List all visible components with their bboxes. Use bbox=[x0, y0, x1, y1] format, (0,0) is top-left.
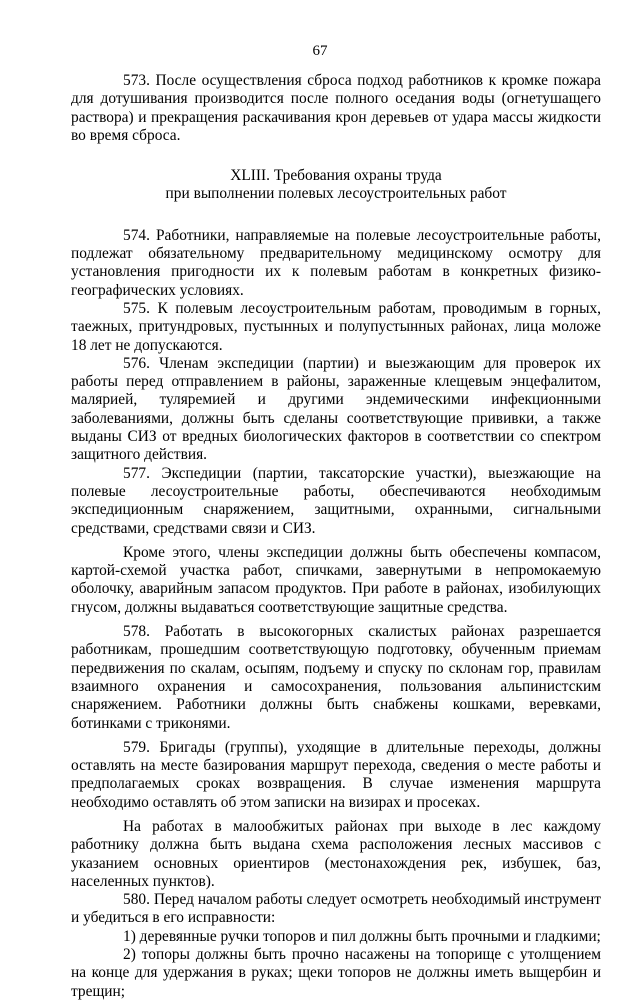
paragraph-579-continued: На работах в малообжитых районах при выходе в лес каждому работнику должна быть выдана схема расположения лесных массивов с указанием основных ориентиров (местонахождения рек, избушек, баз, населенных пунктов). bbox=[71, 817, 601, 890]
document-body bbox=[71, 72, 601, 1001]
section-title-line-1: XLIII. Требования охраны труда bbox=[230, 167, 442, 185]
paragraph-577-continued: Кроме этого, члены экспедиции должны быть обеспечены компасом, картой-схемой участка работ, спичками, завернутыми в непромокаемую оболочку, аварийным запасом продуктов. При работе в районах, изобилующих гнусом, должны выдаваться соответствующие защитные средства. bbox=[71, 543, 601, 616]
paragraph-580: 580. Перед началом работы следует осмотреть необходимый инструмент и убедиться в его исправности: bbox=[71, 891, 601, 927]
page-number: 67 bbox=[312, 43, 328, 59]
paragraph-573: 573. После осуществления сброса подход работников к кромке пожара для дотушивания производится после полного оседания воды (огнетушащего раствора) и прекращения раскачивания крон деревьев от удара массы жидкости во время сброса. bbox=[71, 72, 601, 144]
section-title-line-2: при выполнении полевых лесоустроительных работ bbox=[165, 185, 507, 203]
paragraph-574: 574. Работники, направляемые на полевые лесоустроительные работы, подлежат обязательному предварительному медицинскому осмотру для установления пригодности их к полевым работам в конкретных физико-географических условиях. bbox=[71, 226, 601, 299]
paragraph-578: 578. Работать в высокогорных скалистых районах разрешается работникам, прошедшим соответствующую подготовку, обученным приемам передвижения по скалам, осыпям, подъему и спуску по склонам гор, правилам взаимного охранения и самосохранения, пользования альпинистским снаряжением. Работники должны быть снабжены кошками, веревками, ботинками с триконями. bbox=[71, 623, 601, 732]
paragraph-575: 575. К полевым лесоустроительным работам, проводимым в горных, таежных, притундровых, пустынных и полупустынных районах, лица моложе 18 лет не допускаются. bbox=[71, 299, 601, 354]
list-item-2: 2) топоры должны быть прочно насажены на топорище с утолщением на конце для удержания в руках; щеки топоров не должны иметь выщербин и трещин; bbox=[71, 946, 601, 1000]
list-item-1: 1) деревянные ручки топоров и пил должны быть прочными и гладкими; bbox=[123, 927, 601, 945]
section-heading bbox=[71, 167, 601, 204]
paragraph-576: 576. Членам экспедиции (партии) и выезжающим для проверок их работы перед отправлением в районы, зараженные клещевым энцефалитом, малярией, туляремией и другими эндемическими инфекционными заболеваниями, должны быть сделаны соответствующие прививки, а также выданы СИЗ от вредных биологических факторов в соответствии со спектром защитного действия. bbox=[71, 354, 601, 464]
paragraph-577: 577. Экспедиции (партии, таксаторские участки), выезжающие на полевые лесоустроительные работы, обеспечиваются необходимым экспедиционным снаряжением, защитными, охранными, сигнальными средствами, средствами связи и СИЗ. bbox=[71, 464, 601, 537]
paragraph-579: 579. Бригады (группы), уходящие в длительные переходы, должны оставлять на месте базирования маршрут перехода, сведения о месте работы и предполагаемых сроках возвращения. В случае изменения маршрута необходимо оставлять об этом записки на визирах и просеках. bbox=[71, 738, 601, 811]
